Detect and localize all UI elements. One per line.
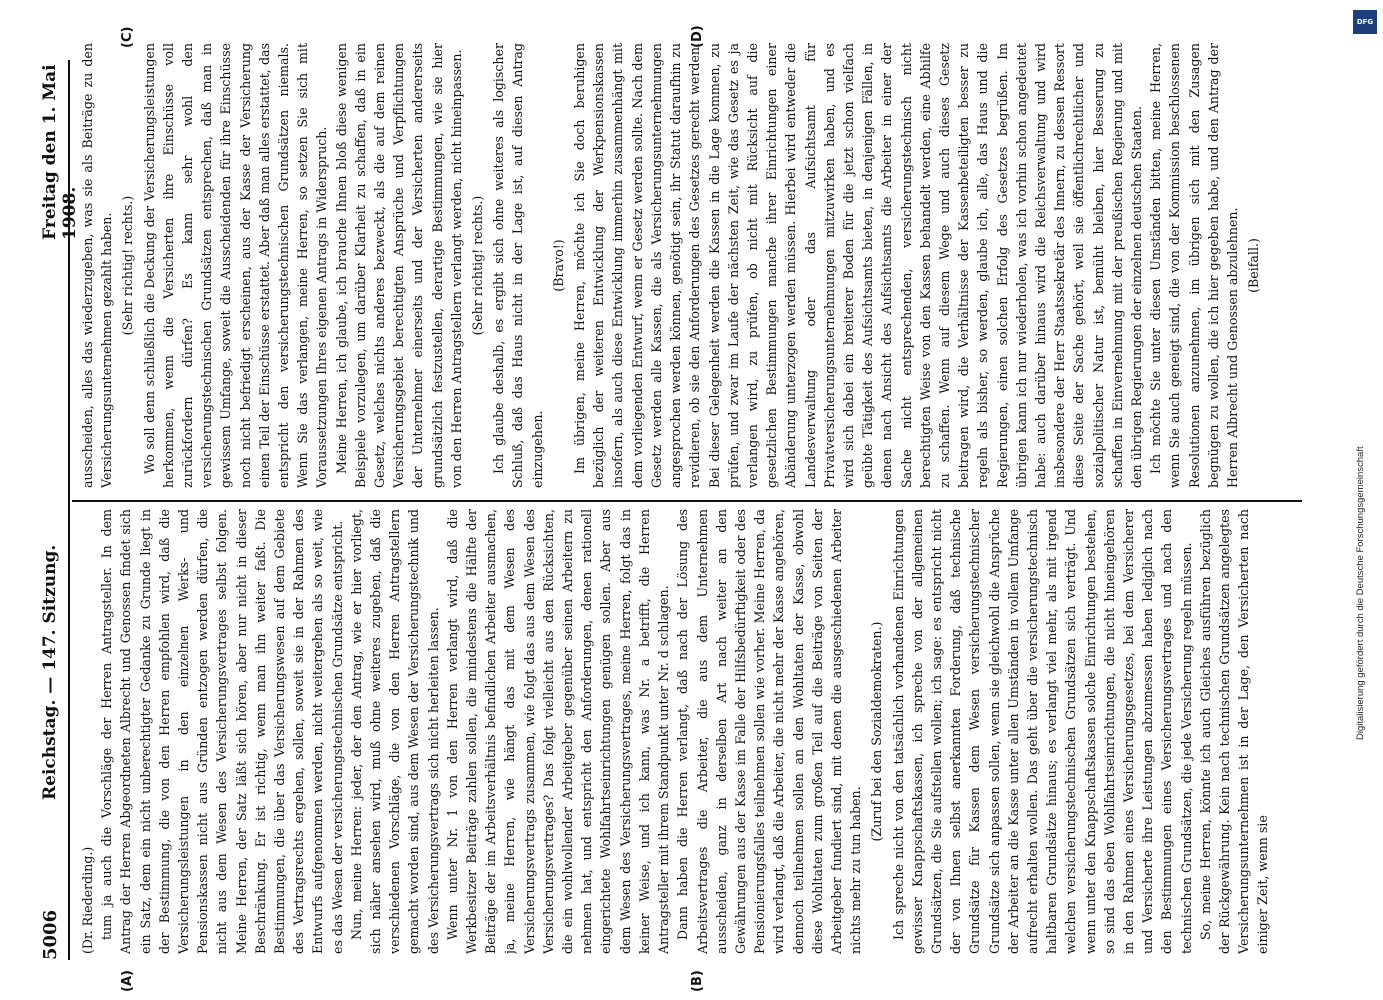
page-number: 5006 [40, 909, 61, 960]
paragraph: Wenn unter Nr. 1 von den Herren verlangt wird, daß die Werkbesitzer Beiträge zahlen sollen, die mindestens die Hälfte der Beiträge der im Arbeitsverhältnis befindlichen Arbeiter ausmachen, ja, meine Herren, wie hängt das mit dem Wesen des Versicherungsvertrags zusammen, wie folgt das aus dem Wesen des Versicherungsvertrages? Das folgt vielleicht aus den Rücksichten, die ein wohlwollender Arbeitgeber gegenüber seinen Arbeitern zu nehmen hat, und entspricht den Anforderungen, denen rationell eingerichtete Wohlfahrtseinrichtungen genügen sollen. Aber aus dem Wesen des Versicherungsvertrages, meine Herren, folgt das in keiner Weise, und ich kann, was Nr. a betrifft, die Herren Antragsteller mit ihrem Standpunkt unter Nr. d schlagen. [444, 509, 672, 954]
page-header [38, 60, 80, 960]
margin-marker-a: (A) [120, 970, 135, 992]
session-title: Reichstag. — 147. Sitzung. [40, 544, 60, 800]
paragraph: Ich spreche nicht von den tatsächlich vorhandenen Einrichtungen gewisser Knappschaftskassen, ich spreche von der allgemeinen Grundsätzen, die Sie aufstellen wollen; ich sage: es entspricht nicht der von Ihnen selbst anerkannten Forderung, daß technische Grundsätze für Kassen dem Wesen versicherungstechnischer Grundsätze sich anpassen sollen, wenn sie gleichwohl die Ansprüche der Arbeiter an die Kasse unter allen Umständen in vollem Umfange aufrecht erhalten wollen. Das geht über die versicherungstechnisch haltbaren Grundsätze hinaus; es verlangt viel mehr, als mit irgend welchen versicherungstechnischen Grundsätzen sich verträgt. Und wenn unter den Knappschaftskassen solche Einrichtungen bestehen, so sind das eben Wohlfahrtseinrichtungen, die nicht hineingehören in den Rahmen eines Versicherungsgesetzes, bei dem Versicherer und Versicherte ihre Leistungen abzumessen haben lediglich nach den Bestimmungen eines Versicherungsvertrages und nach den technischen Grundsätzen, die jede Versicherung regeln müssen. [890, 509, 1194, 954]
paragraph: (Beifall.) [1246, 238, 1262, 293]
paragraph: tum ja auch die Vorschläge der Herren Antragsteller. In dem Antrag der Herren Abgeordneten Albrecht und Genossen findet sich ein Satz, dem ein nicht unberechtigter Gedanke zu Grunde liegt in der Bestimmung, die von den Herren empfohlen wird, daß die Versicherungsleistungen in den einzelnen Werks- und Pensionskassen nicht aus Gründen entzogen werden dürfen, die nicht aus dem Wesen des Versicherungsvertrages selbst folgen. Meine Herren, der Satz läßt sich hören, aber nur nicht in dieser Beschränkung. Er ist richtig, wenn man ihn weiter faßt. Die Bestimmungen, die über das Versicherungswesen auf dem Gebiete des Vertragsrechts ergehen, sollen, soweit sie in der Rahmen des Entwurfs aufgenommen werden, nicht weitergehen als so weit, wie es das Wesen der versicherungstechnischen Grundsätze entspricht. [99, 509, 345, 954]
right-column [78, 43, 1293, 488]
paragraph: Im übrigen, meine Herren, möchte ich Sie doch beruhigen bezüglich der weiteren Entwicklung der Werkpensionskassen insofern, als auch diese Entwicklung immerhin zusammenhängt mit dem vorliegenden Entwurf, wenn er Gesetz werden sollte. Nach dem Gesetz werden alle Kassen, die als Versicherungsunternehmungen angesprochen werden können, genötigt sein, ihr Statut daraufhin zu revidieren, ob sie den Anforderungen des Gesetzes gerecht werden. Bei dieser Gelegenheit werden die Kassen in die Lage kommen, zu prüfen, und zwar im Laufe der nächsten Zeit, wie das Gesetz es ja verlangen wird, zu prüfen, ob nicht mit Rücksicht auf die gesetzlichen Bestimmungen manche ihrer Einrichtungen einer Abänderung unterzogen werden müssen. Hierbei wird entweder die Landesverwaltung oder das Aufsichtsamt für Privatversicherungsunternehmungen mitzuwirken haben, und es wird sich dabei ein breiterer Boden für die jetzt schon vielfach geübte Tätigkeit des Aufsichtsamts bieten, in denjenigen Fällen, in denen nach Ansicht des Aufsichtsamts die Arbeiter in einer der Sache nicht entsprechenden, versicherungstechnisch nicht berechtigten Weise von den Kassen behandelt werden, eine Abhilfe zu schaffen. Wenn auf diesem Wege und auch dieses Gesetz beitragen wird, die Verhältnisse der Kassenbeteiligten besser zu regeln als bisher, so werden, glaube ich, alle, das Haus und die Regierungen, einen solchen Erfolg des Gesetzes begrüßen. Im übrigen kann ich nur wiederholen, was ich vorhin schon angedeutet habe: auch darüber hinaus wird die Reichsverwaltung und wird insbesondere der Herr Staatssekretär des Innern, zu dessen Ressort diese Seite der Sache gehört, weil sie öffentlichrechtlicher und sozialpolitischer Natur ist, bemüht bleiben, hier Besserung zu schaffen in Einvernehmung mit der preußischen Regierung und mit den übrigen Regierungen der einzelnen deutschen Staaten. [572, 43, 1144, 488]
paragraph: Nun, meine Herren: jeder, der den Antrag, wie er hier vorliegt, sich näher ansehen wird, muß ohne weiteres zugeben, daß die verschiedenen Vorschläge, die von den Herren Antragstellern gemacht worden sind, aus dem Wesen der Versicherungstechnik und des Versicherungsvertrags sich nicht herleiten lassen. [348, 509, 441, 954]
paragraph: (Bravo!) [550, 239, 566, 292]
paragraph: (Dr. Riederding.) [80, 846, 95, 954]
paragraph: ausscheiden, alles das wiederzugeben, was sie als Beiträge zu den Versicherungsunternehmen gezahlt haben. [80, 43, 115, 488]
paragraph: (Sehr richtig! rechts.) [120, 195, 136, 336]
paragraph: Wo soll denn schließlich die Deckung der Versicherungsleistungen herkommen, wenn die Versicherten ihre Einschüsse voll zurückfordern dürfen? Es kann sehr wohl den versicherungstechnischen Grundsätzen entsprechen, daß man in gewissem Umfange, soweit die Ausscheidenden für ihre Einschüsse noch nicht befriedigt erscheinen, aus der Kasse der Versicherung einen Teil der Einschüsse erstattet. Aber daß man alles erstattet, das entspricht den versicherungstechnischen Grundsätzen niemals. Wenn Sie das verlangen, meine Herren, so setzen Sie sich mit Voraussetzungen Ihres eigenen Antrags in Widerspruch. [141, 43, 330, 488]
left-column [78, 509, 1293, 954]
paragraph: Dann haben die Herren verlangt, daß nach der Lösung des Arbeitsvertrages die Arbeiter, die aus dem Unternehmen ausscheiden, ganz in derselben Art nach weiter an den Gewährungen aus der Kasse im Falle der Hilfsbedürftigkeit oder des Pensionierungsfalles teilnehmen sollen wie vorher. Meine Herren, da wird verlangt, daß die Arbeiter, die nicht mehr der Kasse angehören, dennoch teilnehmen sollen an den Wohltaten der Kasse, obwohl diese Wohltaten zum großen Teil auf die Beiträge von Seiten der Arbeitgeber fundiert sind, mit denen die ausgeschiedenen Arbeiter nichts mehr zu tun haben. [675, 509, 864, 954]
margin-marker-c: (C) [120, 26, 135, 48]
margin-marker-d: (D) [690, 25, 705, 48]
column-divider [72, 500, 1302, 502]
paragraph: (Sehr richtig! rechts.) [470, 195, 486, 336]
dfg-logo: DFG [1353, 10, 1377, 34]
paragraph: (Zuruf bei den Sozialdemokraten.) [869, 621, 885, 842]
paragraph: Ich glaube deshalb, es ergibt sich ohne weiteres als logischer Schluß, daß das Haus nicht in der Lage ist, auf diesen Antrag einzugehen. [491, 43, 545, 488]
paragraph: Ich möchte Sie unter diesen Umständen bitten, meine Herren, wenn Sie auch geneigt sind, die von der Kommission beschlossenen Resolutionen anzunehmen, im übrigen sich mit den Zusagen begnügen zu wollen, die ich hier gegeben habe, und den Antrag der Herren Albrecht und Genossen abzulehnen. [1148, 43, 1240, 488]
paragraph: So, meine Herren, könnte ich auch Gleiches ausführen bezüglich der Rückgewährung. Kein nach technischen Grundsätzen angelegtes Versicherungsunternehmen ist in der Lage, den Versicherten nach einiger Zeit, wenn sie [1197, 509, 1271, 954]
session-date: Freitag den 1. Mai 1908. [40, 64, 80, 240]
digitization-credit: Digitalisierung gefördert durch die Deutsche Forschungsgemeinschaft [1355, 446, 1366, 740]
paragraph: Meine Herren, ich glaube, ich brauche Ihnen bloß diese wenigen Beispiele vorzulegen, um darüber Klarheit zu schaffen, daß in ein Gesetz, welches nichts anderes bezweckt, als die auf dem reinen Versicherungsgebiet berechtigten Ansprüche und Verpflichtungen der Unternehmer einerseits und der Versicherten andererseits grundsätzlich festzustellen, derartige Bestimmungen, wie sie hier von den Herren Antragstellern verlangt werden, nicht hineinpassen. [333, 43, 464, 488]
margin-marker-b: (B) [690, 970, 705, 992]
